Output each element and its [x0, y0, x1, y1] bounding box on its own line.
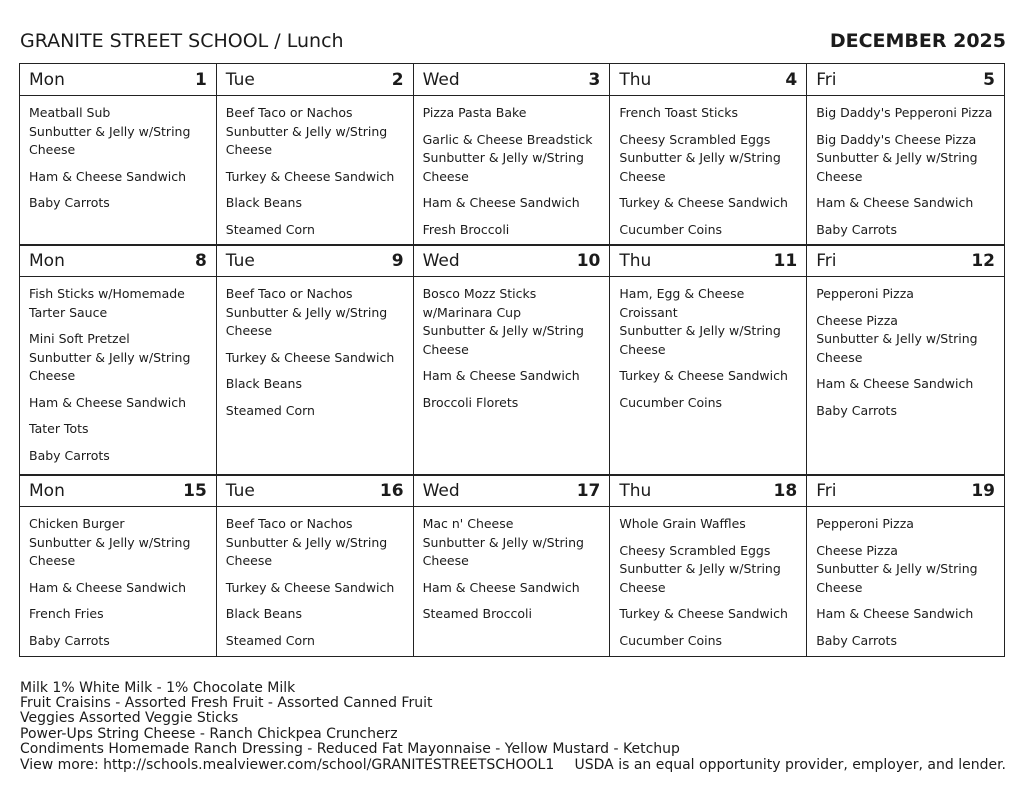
menu-item: Turkey & Cheese Sandwich: [619, 195, 788, 210]
day-cell: [807, 245, 1004, 475]
menu-item-group: [226, 375, 407, 394]
day-header: [217, 245, 413, 277]
page-title: GRANITE STREET SCHOOL / Lunch: [20, 30, 344, 52]
menu-item-group: [423, 194, 604, 213]
day-cell: [20, 245, 217, 475]
menu-item-group: [423, 221, 604, 240]
menu-item-group: [619, 194, 800, 213]
menu-item: Sunbutter & Jelly w/String Cheese: [619, 150, 781, 184]
menu-item: Cheesy Scrambled Eggs: [619, 542, 771, 558]
legend: [20, 681, 1006, 757]
day-cell: [807, 64, 1004, 245]
menu-item: Pizza Pasta Bake: [422, 105, 527, 120]
day-header: [414, 475, 610, 507]
day-number: 17: [576, 481, 601, 501]
day-number: 2: [391, 70, 404, 90]
menu-item-group: [226, 402, 407, 421]
menu-item-group: [619, 394, 800, 413]
menu-item: Black Beans: [225, 606, 302, 621]
menu-item: Steamed Corn: [225, 402, 315, 418]
menu-item-group: [619, 515, 800, 534]
menu-item-group: [226, 515, 407, 571]
menu-items: [816, 104, 998, 245]
menu-item: Ham & Cheese Sandwich: [29, 168, 187, 184]
week-row: [20, 475, 1004, 656]
menu-item: Tater Tots: [29, 421, 89, 436]
day-name: Wed: [422, 251, 460, 271]
menu-item-group: [423, 285, 604, 359]
day-name: Fri: [816, 251, 837, 271]
day-number: 12: [971, 251, 995, 271]
menu-item-group: [816, 542, 998, 598]
menu-item: Black Beans: [225, 376, 302, 391]
menu-item-group: [226, 632, 407, 651]
menu-item-group: [423, 367, 604, 386]
day-header: [807, 64, 1004, 96]
menu-item-group: [423, 605, 604, 624]
legend-veggies: Veggies Assorted Veggie Sticks: [20, 710, 239, 727]
menu-item: Sunbutter & Jelly w/String Cheese: [816, 150, 978, 184]
day-number: 10: [576, 251, 601, 271]
menu-item-group: [29, 285, 210, 322]
day-name: Mon: [29, 251, 65, 271]
day-number: 19: [971, 481, 995, 501]
day-header: [610, 475, 806, 507]
legend-milk: Milk 1% White Milk - 1% Chocolate Milk: [20, 680, 296, 696]
menu-items: [29, 515, 210, 656]
menu-items: [29, 285, 210, 475]
day-cell: [20, 64, 217, 245]
menu-item: Sunbutter & Jelly w/String Cheese: [619, 561, 781, 595]
menu-item-group: [226, 349, 407, 368]
day-cell: [610, 475, 807, 656]
menu-item-group: [619, 367, 800, 386]
menu-item: Sunbutter & Jelly w/String Cheese: [29, 534, 191, 568]
menu-item: Beef Taco or Nachos: [225, 516, 353, 531]
menu-item: Fish Sticks w/Homemade Tarter Sauce: [29, 286, 185, 320]
menu-item-group: [619, 605, 800, 624]
day-header: [414, 64, 610, 96]
menu-item-group: [816, 194, 998, 213]
day-cell: [807, 475, 1004, 656]
menu-item: Steamed Broccoli: [422, 606, 532, 621]
menu-items: [816, 285, 998, 475]
menu-item-group: [619, 104, 800, 123]
menu-items: [619, 515, 800, 656]
menu-item-group: [29, 420, 210, 439]
menu-item-group: [29, 632, 210, 651]
day-cell: [217, 64, 414, 245]
menu-item: Cheese Pizza: [816, 542, 898, 558]
menu-item-group: [226, 285, 407, 341]
menu-item-group: [29, 605, 210, 624]
day-cell: [414, 475, 611, 656]
menu-item-group: [619, 131, 800, 187]
menu-item: Baby Carrots: [816, 632, 897, 648]
day-cell: [20, 475, 217, 656]
menu-item: Turkey & Cheese Sandwich: [225, 168, 395, 184]
menu-item: Ham, Egg & Cheese Croissant: [619, 286, 745, 320]
menu-item: Whole Grain Waffles: [619, 516, 746, 531]
menu-item-group: [816, 312, 998, 368]
day-name: Fri: [816, 70, 837, 90]
menu-item-group: [816, 515, 998, 534]
menu-item: Beef Taco or Nachos: [225, 286, 353, 301]
menu-item-group: [619, 542, 800, 598]
menu-item-group: [29, 194, 210, 213]
day-name: Fri: [816, 481, 837, 501]
menu-item: Ham & Cheese Sandwich: [29, 394, 187, 410]
day-cell: [414, 245, 611, 475]
menu-item: Ham & Cheese Sandwich: [422, 195, 580, 210]
day-header: [20, 64, 216, 96]
menu-item-group: [226, 194, 407, 213]
menu-items: [29, 104, 210, 245]
menu-item: Sunbutter & Jelly w/String Cheese: [816, 331, 978, 365]
day-number: 11: [773, 251, 798, 271]
menu-item-group: [226, 104, 407, 160]
menu-item: Sunbutter & Jelly w/String Cheese: [29, 349, 191, 383]
menu-item-group: [816, 375, 998, 394]
menu-item: Baby Carrots: [29, 632, 110, 648]
menu-item: Ham & Cheese Sandwich: [816, 606, 974, 621]
menu-item: Sunbutter & Jelly w/String Cheese: [422, 150, 584, 184]
day-name: Tue: [225, 251, 255, 271]
menu-item-group: [29, 330, 210, 386]
legend-powerups: Power-Ups String Cheese - Ranch Chickpea Cruncherz: [20, 725, 398, 742]
menu-item: Black Beans: [225, 195, 302, 210]
menu-item: Cucumber Coins: [619, 632, 723, 648]
menu-item: Turkey & Cheese Sandwich: [619, 606, 788, 621]
day-header: [807, 245, 1004, 277]
day-number: 4: [785, 70, 798, 90]
menu-item: Garlic & Cheese Breadstick: [422, 131, 593, 147]
menu-item: Turkey & Cheese Sandwich: [225, 349, 395, 365]
menu-item: Cheese Pizza: [816, 312, 898, 328]
menu-item: Sunbutter & Jelly w/String Cheese: [422, 323, 584, 357]
menu-item-group: [29, 515, 210, 571]
menu-item-group: [816, 402, 998, 421]
menu-item: Bosco Mozz Sticks w/Marinara Cup: [422, 286, 537, 320]
menu-item-group: [29, 447, 210, 466]
menu-items: [816, 515, 998, 656]
menu-items: [226, 104, 407, 245]
menu-item-group: [226, 579, 407, 598]
menu-item: Ham & Cheese Sandwich: [422, 368, 580, 383]
day-name: Thu: [619, 70, 652, 90]
menu-item: Baby Carrots: [816, 402, 897, 418]
day-number: 1: [194, 70, 207, 90]
week-divider: [20, 474, 1004, 476]
menu-items: [423, 104, 604, 245]
menu-item: Sunbutter & Jelly w/String Cheese: [29, 123, 191, 157]
legend-condiments: Condiments Homemade Ranch Dressing - Reduced Fat Mayonnaise - Yellow Mustard - Ketchup: [20, 740, 680, 757]
menu-item-group: [29, 168, 210, 187]
month-label: DECEMBER 2025: [829, 30, 1006, 52]
day-cell: [610, 245, 807, 475]
menu-item-group: [226, 168, 407, 187]
menu-item-group: [29, 104, 210, 160]
day-header: [20, 475, 216, 507]
menu-item-group: [423, 515, 604, 571]
menu-item: French Fries: [29, 606, 104, 621]
menu-item: Ham & Cheese Sandwich: [816, 195, 974, 210]
menu-item-group: [423, 579, 604, 598]
menu-item-group: [619, 221, 800, 240]
day-number: 18: [773, 481, 798, 501]
menu-item-group: [226, 605, 407, 624]
menu-item: Fresh Broccoli: [422, 221, 510, 237]
week-row: [20, 245, 1004, 475]
view-more-link[interactable]: View more: http://schools.mealviewer.com/school/GRANITESTREETSCHOOL1: [20, 757, 555, 773]
menu-item: Baby Carrots: [29, 195, 110, 210]
day-header: [217, 475, 413, 507]
menu-item-group: [816, 221, 998, 240]
menu-item: Ham & Cheese Sandwich: [29, 579, 187, 595]
legend-fruit: Fruit Craisins - Assorted Fresh Fruit - Assorted Canned Fruit: [20, 695, 433, 712]
day-cell: [217, 245, 414, 475]
menu-item: Pepperoni Pizza: [816, 286, 914, 301]
day-name: Mon: [29, 481, 65, 501]
menu-item: Ham & Cheese Sandwich: [422, 579, 580, 595]
day-cell: [610, 64, 807, 245]
day-name: Tue: [225, 481, 255, 501]
menu-item-group: [619, 285, 800, 359]
menu-item: Baby Carrots: [816, 221, 897, 237]
day-header: [610, 245, 806, 277]
menu-item-group: [423, 104, 604, 123]
day-number: 16: [379, 481, 404, 501]
menu-item: Big Daddy's Cheese Pizza: [816, 131, 977, 147]
week-divider: [20, 244, 1004, 246]
page-header: [20, 30, 1006, 56]
day-number: 15: [183, 481, 207, 501]
menu-item: Big Daddy's Pepperoni Pizza: [816, 105, 993, 120]
day-header: [20, 245, 216, 277]
day-header: [610, 64, 806, 96]
menu-items: [423, 285, 604, 475]
menu-item: Steamed Corn: [225, 221, 315, 237]
menu-item: Turkey & Cheese Sandwich: [225, 579, 395, 595]
menu-item-group: [816, 605, 998, 624]
menu-item: Steamed Corn: [225, 632, 315, 648]
menu-item: Mini Soft Pretzel: [29, 331, 130, 346]
menu-item-group: [816, 632, 998, 651]
day-number: 3: [588, 70, 601, 90]
menu-item: Sunbutter & Jelly w/String Cheese: [422, 534, 584, 568]
menu-item: Sunbutter & Jelly w/String Cheese: [225, 123, 388, 157]
menu-items: [423, 515, 604, 656]
menu-item: Baby Carrots: [29, 447, 110, 463]
menu-item: Sunbutter & Jelly w/String Cheese: [225, 534, 388, 568]
day-name: Mon: [29, 70, 65, 90]
day-cell: [217, 475, 414, 656]
menu-items: [226, 285, 407, 475]
menu-item-group: [29, 394, 210, 413]
menu-item: Sunbutter & Jelly w/String Cheese: [816, 561, 978, 595]
usda-statement: USDA is an equal opportunity provider, employer, and lender.: [574, 757, 1006, 773]
day-number: 8: [194, 251, 207, 271]
menu-items: [619, 104, 800, 245]
menu-item-group: [619, 632, 800, 651]
menu-item: Broccoli Florets: [422, 394, 519, 410]
day-header: [807, 475, 1004, 507]
day-header: [217, 64, 413, 96]
menu-item: Sunbutter & Jelly w/String Cheese: [619, 323, 781, 357]
menu-item: French Toast Sticks: [619, 105, 739, 120]
menu-item-group: [226, 221, 407, 240]
day-header: [414, 245, 610, 277]
menu-item: Sunbutter & Jelly w/String Cheese: [225, 304, 388, 338]
day-name: Thu: [619, 251, 652, 271]
menu-item: Turkey & Cheese Sandwich: [619, 368, 788, 383]
day-name: Thu: [619, 481, 652, 501]
menu-item: Ham & Cheese Sandwich: [816, 376, 974, 391]
menu-item: Pepperoni Pizza: [816, 516, 914, 531]
menu-item-group: [816, 131, 998, 187]
menu-item: Chicken Burger: [29, 516, 125, 531]
menu-item: Cucumber Coins: [619, 221, 723, 237]
menu-item: Mac n' Cheese: [422, 516, 514, 531]
menu-item: Meatball Sub: [29, 105, 111, 120]
menu-items: [226, 515, 407, 656]
menu-item-group: [816, 104, 998, 123]
day-name: Wed: [422, 481, 460, 501]
day-name: Tue: [225, 70, 255, 90]
day-name: Wed: [422, 70, 460, 90]
day-number: 5: [983, 70, 995, 90]
menu-item: Beef Taco or Nachos: [225, 105, 353, 120]
calendar-grid: [19, 63, 1005, 657]
day-number: 9: [391, 251, 404, 271]
menu-item: Cheesy Scrambled Eggs: [619, 131, 771, 147]
menu-item-group: [29, 579, 210, 598]
menu-item: Cucumber Coins: [619, 394, 723, 410]
menu-item-group: [423, 394, 604, 413]
day-cell: [414, 64, 611, 245]
menu-item-group: [423, 131, 604, 187]
menu-item-group: [816, 285, 998, 304]
week-row: [20, 64, 1004, 245]
menu-items: [619, 285, 800, 475]
